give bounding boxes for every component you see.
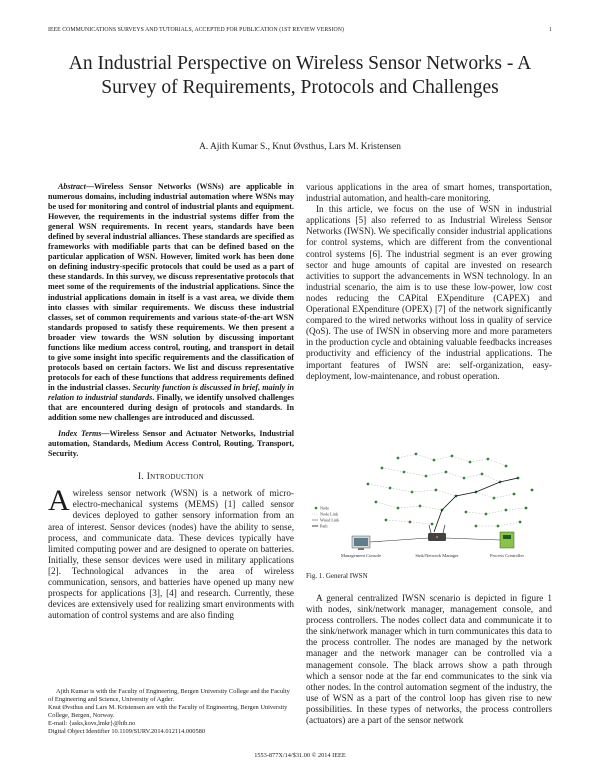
journal-name: IEEE COMMUNICATIONS SURVEYS AND TUTORIALS, ACCEPTED FOR PUBLICATION (1ST REVIEW VERSION) [48,27,344,33]
running-header [48,27,552,37]
legend-node-icon [315,507,318,510]
right-column [306,182,552,382]
footnote [48,688,294,737]
right-para-1: various applications in the area of smart homes, transportation, industrial automation, and health-care monitoring. [306,182,552,204]
node-links [368,454,526,526]
legend [312,506,340,529]
abstract-italic: Security function is discussed in brief, mainly in relation to industrial standards [48,382,294,402]
right-para-3: A general centralized IWSN scenario is depicted in figure 1 with nodes, sink/network manager, management console, and process controllers. The nodes collect data and communicate it to the sink/network manager which in turn communicates this data to the process controller. The nodes are managed by the network manager and the network manager can be controlled via a management console. The black arrows show a path through which a sensor node at the far end communicates to the sink via other nodes. In the control automation segment of the industry, the use of WSN as a part of the control loop has given rise to new possibilities. In these types of networks, the process controllers (actuators) are a part of the sensor network [306,593,552,726]
sensor-nodes [367,453,534,528]
intro-paragraph [48,484,294,621]
legend-node: Node [320,505,330,511]
intro-text: wireless sensor network (WSN) is a network of micro-electro-mechanical systems (MEMS) [1] called sensor devices deployed to gather sensory information from an area of interest. Sensor devices (nodes) have the ability to sense, process, and communicate data. These devices typically have limited computing power and are designed to operate on batteries. Initially, these sensor devices were used in military applications [2]. Technological advances in the area of wireless communication, sensors, and batteries have opened up many new prospects for applications [3], [4] and research. Currently, these devices are extensively used for realizing smart environments with automation of control systems and are also finding [48,488,294,621]
process-controller-icon [500,532,514,548]
label-process-controller: Process Controller [489,553,525,558]
right-para-2: In this article, we focus on the use of WSN in industrial applications [5] also referred to as Industrial Wireless Sensor Networks (IWSN). We specifically consider industrial applications for control systems, which are different from the conventional control systems [6]. The industrial segment is an ever growing sector and huge amounts of capital are invested on research activities to support the advancements in WSN technology. In an industrial scenario, the aim is to use these low-power, low cost nodes reducing the CAPital EXpenditure (CAPEX) and Operational EXpenditure (OPEX) [7] of the network significantly compared to the wired networks without loss in quality of service (QoS). The use of IWSN in observing more and more parameters in the production cycle and obtaining valuable feedbacks increases productivity and efficiency of the industrial applications. The important features of IWSN are: self-organization, easy-deployment, low-maintenance, and robust operation. [306,204,552,381]
paper-authors: A. Ajith Kumar S., Knut Øvsthus, Lars M. Kristensen [199,142,401,152]
section-heading: I. Introduction [138,472,204,483]
figure-caption: Fig. 1. General IWSN [306,572,368,580]
legend-path: Path [320,523,328,529]
management-console-icon [352,536,370,550]
legend-node-link: Node Link [320,511,339,517]
index-terms [48,429,294,459]
footnote-line-2: Knut Øvsthus and Lars M. Kristensen are with the Faculty of Engineering, Bergen University College, Bergen, Norway. [48,704,288,720]
wired-link-controller [446,538,500,540]
figure-iwsn-diagram [306,450,552,568]
abstract-label: Abstract [58,182,86,191]
footnote-line-3: E-mail: {asks,kovs,lmkr}@hib.no [48,720,136,728]
abstract-text-1: —Wireless Sensor Networks (WSNs) are applicable in numerous domains, including industrial automation where WSNs may be used for monitoring and control of industrial plants and equipment. However, the requirements in the industrial systems differ from the general WSN requirements. In recent years, standards have been defined by several industrial alliances. These standards are specified as frameworks with modifiable parts that can be defined based on the particular application of WSN. However, limited work has been done on defining industry-specific protocols that could be used as a part of these standards. In this survey, we discuss representative protocols that meet some of the requirements of the industrial applications. Since the industrial applications domain in itself is a vast area, we divide them into classes with similar requirements. We discuss these industrial classes, set of common requirements and various state-of-the-art WSN standards proposed to satisfy these requirements. We then present a broader view towards the WSN solution by discussing important functions like medium access control, routing, and transport in detail to give some insight into specific requirements and the classification of protocols based on certain factors. We list and discuss representative protocols for each of these functions that address requirements defined in the industrial classes. [48,182,294,392]
paper-title: An Industrial Perspective on Wireless Sensor Networks - A Survey of Requirements, Protocols and Challenges [68,53,532,98]
page-number: 1 [549,27,552,33]
abstract-text-2: . Finally, we identify unsolved challenges that are encountered during design of protocols and standards. In addition some new challenges are introduced and discussed. [48,392,294,423]
legend-wired-link: Wired Link [320,517,340,523]
path-arrows [434,478,518,532]
label-sink-network-manager: Sink/Network Manager [415,553,459,558]
drop-cap: A [48,484,70,518]
index-terms-text: —Wireless Sensor and Actuator Networks, Industrial automation, Standards, Medium Access Control, Routing, Transport, Security. [48,429,294,459]
label-management-console: Management Console [340,553,382,558]
copyright-line: 1553-877X/14/$31.00 © 2014 IEEE [254,752,346,759]
sink-network-manager-icon [428,525,446,541]
left-column [48,182,294,621]
footnote-line-4: Digital Object Identifier 10.1109/SURV.2014.012114.000580 [48,728,206,736]
abstract [48,182,294,423]
index-terms-label: Index Terms [58,429,102,439]
wired-link-console [370,538,428,542]
footnote-line-1: Ajith Kumar is with the Faculty of Engineering, Bergen University College and the Faculty of Engineering and Science, University of Agder. [48,688,290,704]
